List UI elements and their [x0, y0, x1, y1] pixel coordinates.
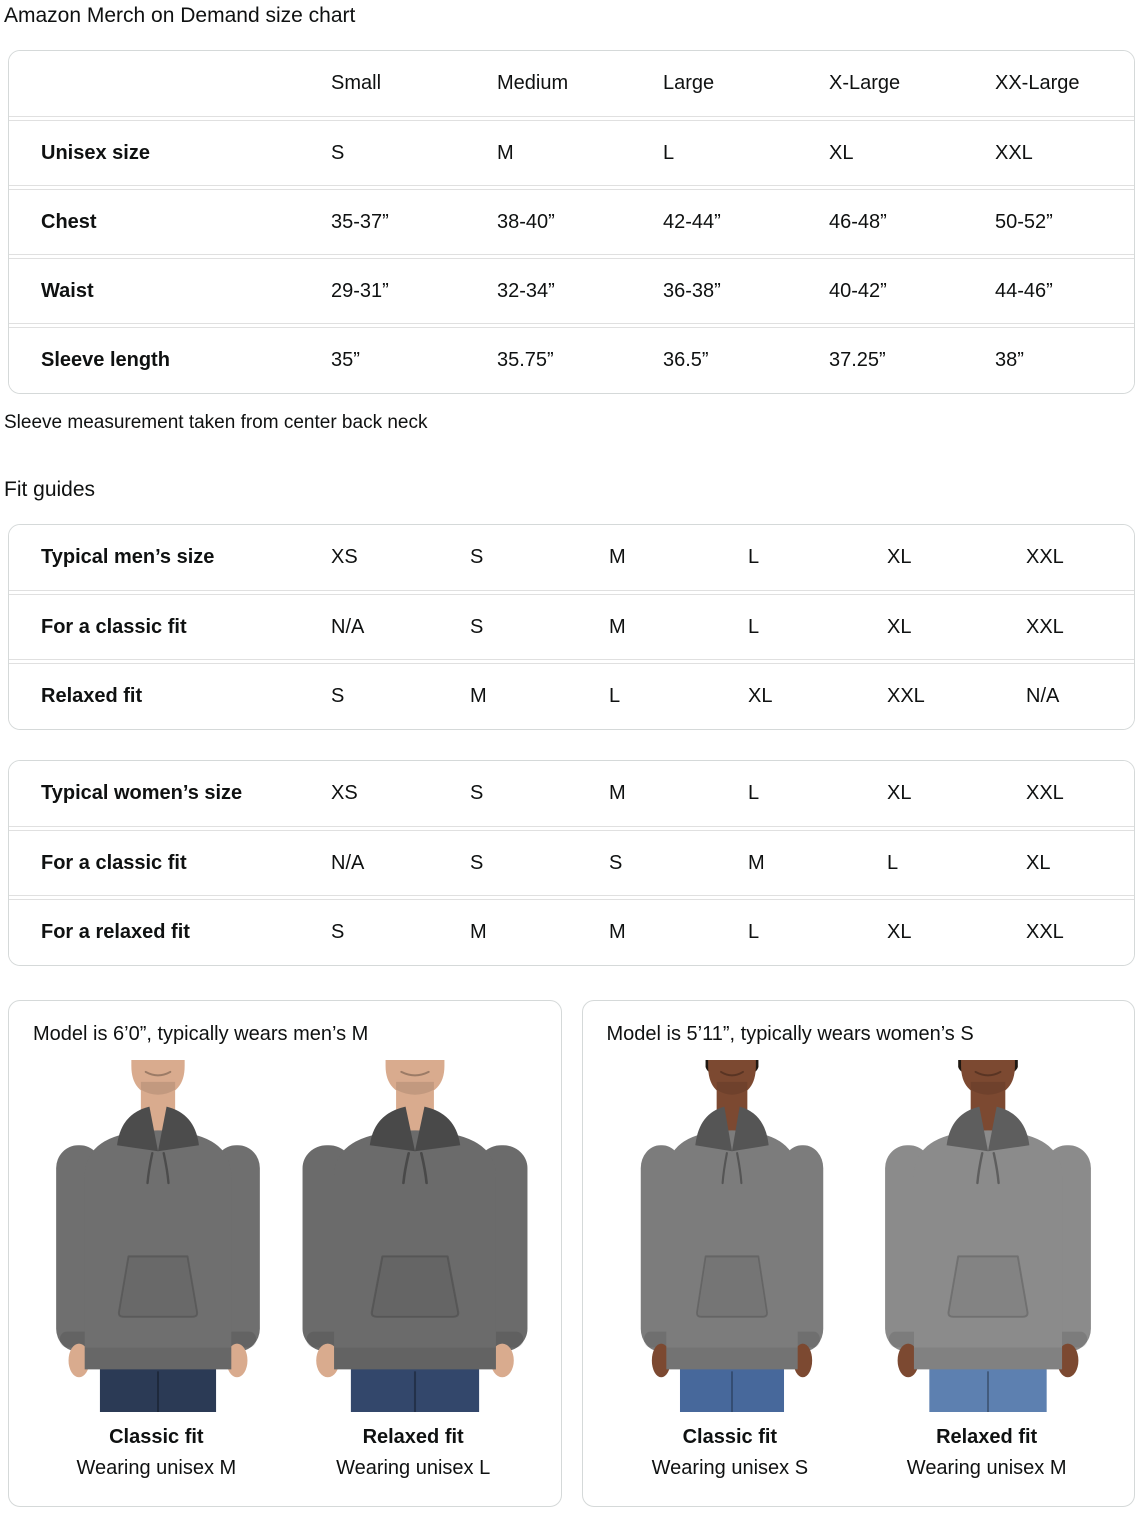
table-row-waist — [9, 258, 1134, 324]
size-cell: 32-34” — [497, 279, 555, 302]
fit-cell: XS — [331, 782, 358, 804]
page-title: Amazon Merch on Demand size chart — [4, 4, 356, 27]
fit-cell: S — [470, 782, 484, 804]
figures-row — [607, 1060, 1111, 1480]
fit-cell: S — [470, 851, 484, 874]
size-cell: 50-52” — [995, 210, 1053, 233]
size-cell: S — [331, 141, 345, 164]
column-header-x-large: X-Large — [829, 72, 901, 94]
model-figure-men-relaxed — [290, 1060, 537, 1480]
fit-cell: L — [748, 921, 760, 943]
table-row-classic-fit — [9, 594, 1134, 660]
model-figure-women-relaxed — [863, 1060, 1110, 1480]
size-cell: 35-37” — [331, 210, 389, 233]
size-table-header-row — [9, 51, 1134, 117]
model-panel-women — [582, 1000, 1136, 1507]
size-cell: 38” — [995, 349, 1024, 371]
size-cell: M — [497, 141, 514, 164]
sleeve-note: Sleeve measurement taken from center back neck — [4, 412, 428, 433]
panel-heading: Model is 5’11”, typically wears women’s S — [606, 1023, 974, 1045]
fit-cell: XXL — [1026, 546, 1064, 568]
model-figure-men-classic — [33, 1060, 280, 1480]
row-label: For a classic fit — [41, 615, 187, 638]
fit-cell: N/A — [331, 615, 365, 638]
size-cell: XL — [829, 141, 854, 164]
figure-caption: Classic fit — [682, 1426, 778, 1448]
size-cell: 36.5” — [663, 349, 709, 371]
fit-cell: XL — [887, 546, 912, 568]
fit-cell: L — [609, 685, 621, 707]
figure-caption: Relaxed fit — [936, 1426, 1038, 1448]
fit-cell: L — [887, 851, 899, 874]
fit-cell: M — [609, 546, 626, 568]
figure-subcaption: Wearing unisex M — [76, 1457, 237, 1479]
fit-table-men — [8, 524, 1135, 730]
figure-subcaption: Wearing unisex L — [336, 1457, 491, 1479]
row-label: Waist — [41, 279, 94, 302]
fit-cell: XL — [887, 615, 912, 638]
fit-cell: L — [748, 782, 760, 804]
size-cell: 46-48” — [829, 210, 887, 233]
row-label: Typical men’s size — [41, 546, 215, 568]
size-cell: 42-44” — [663, 210, 721, 233]
table-row-classic-fit — [9, 830, 1134, 896]
size-cell: 37.25” — [829, 349, 886, 371]
fit-cell: L — [748, 615, 760, 638]
fit-cell: N/A — [1026, 685, 1060, 707]
fit-cell: S — [331, 921, 345, 943]
size-cell: 35.75” — [497, 349, 554, 371]
figure-subcaption: Wearing unisex M — [906, 1457, 1067, 1479]
fit-cell: L — [748, 546, 760, 568]
figure-subcaption: Wearing unisex S — [651, 1457, 809, 1479]
row-label: For a relaxed fit — [41, 921, 190, 943]
fit-cell: M — [609, 615, 626, 638]
model-panels — [8, 1000, 1135, 1507]
fit-cell: M — [748, 851, 765, 874]
fit-cell: XL — [1026, 851, 1051, 874]
column-header-xx-large: XX-Large — [995, 72, 1080, 94]
row-label: For a classic fit — [41, 851, 187, 874]
column-header-small: Small — [331, 72, 382, 94]
row-label: Unisex size — [41, 141, 150, 164]
table-row-sleeve-length — [9, 327, 1134, 393]
column-header-large: Large — [663, 72, 715, 94]
fit-cell: XXL — [887, 685, 925, 707]
fit-cell: S — [609, 851, 623, 874]
model-photo-men-classic — [38, 1060, 278, 1412]
panel-heading: Model is 6’0”, typically wears men’s M — [33, 1023, 369, 1045]
fit-cell: XXL — [1026, 615, 1064, 638]
fit-cell: S — [470, 615, 484, 638]
fit-cell: M — [609, 782, 626, 804]
fit-table-women — [8, 760, 1135, 966]
fit-cell: XXL — [1026, 782, 1064, 804]
size-cell: L — [663, 141, 675, 164]
table-row-relaxed-fit — [9, 899, 1134, 965]
table-row-unisex-size — [9, 120, 1134, 186]
figures-row — [33, 1060, 537, 1480]
table-row-relaxed-fit — [9, 663, 1134, 729]
fit-cell: XL — [887, 921, 912, 943]
size-cell: 29-31” — [331, 279, 389, 302]
table-row-typical-womens-size — [9, 761, 1134, 827]
table-row-typical-mens-size — [9, 525, 1134, 591]
size-cell: XXL — [995, 141, 1033, 164]
fit-cell: M — [470, 921, 487, 943]
model-panel-men — [8, 1000, 562, 1507]
fit-cell: XS — [331, 546, 358, 568]
fit-cell: S — [331, 685, 345, 707]
fit-cell: S — [470, 546, 484, 568]
fit-cell: M — [470, 685, 487, 707]
size-chart-table — [8, 50, 1135, 394]
row-label: Typical women’s size — [41, 782, 243, 804]
row-label: Chest — [41, 210, 97, 233]
model-photo-women-classic — [624, 1060, 839, 1412]
model-photo-women-relaxed — [867, 1060, 1110, 1412]
size-cell: 44-46” — [995, 279, 1053, 302]
fit-cell: M — [609, 921, 626, 943]
figure-caption: Relaxed fit — [362, 1426, 464, 1448]
size-chart-page — [4, 4, 1135, 1507]
model-figure-women-classic — [607, 1060, 854, 1480]
size-cell: 36-38” — [663, 279, 721, 302]
column-header-medium: Medium — [497, 72, 569, 94]
row-label: Sleeve length — [41, 349, 170, 371]
model-photo-men-relaxed — [282, 1060, 547, 1412]
figure-caption: Classic fit — [109, 1426, 204, 1448]
fit-cell: XL — [887, 782, 912, 804]
size-cell: 38-40” — [497, 210, 555, 233]
table-row-chest — [9, 189, 1134, 255]
fit-guides-heading: Fit guides — [4, 478, 96, 501]
fit-cell: N/A — [331, 851, 365, 874]
fit-cell: XXL — [1026, 921, 1064, 943]
row-label: Relaxed fit — [41, 685, 143, 707]
size-cell: 35” — [331, 349, 360, 371]
size-cell: 40-42” — [829, 279, 887, 302]
fit-cell: XL — [748, 685, 773, 707]
